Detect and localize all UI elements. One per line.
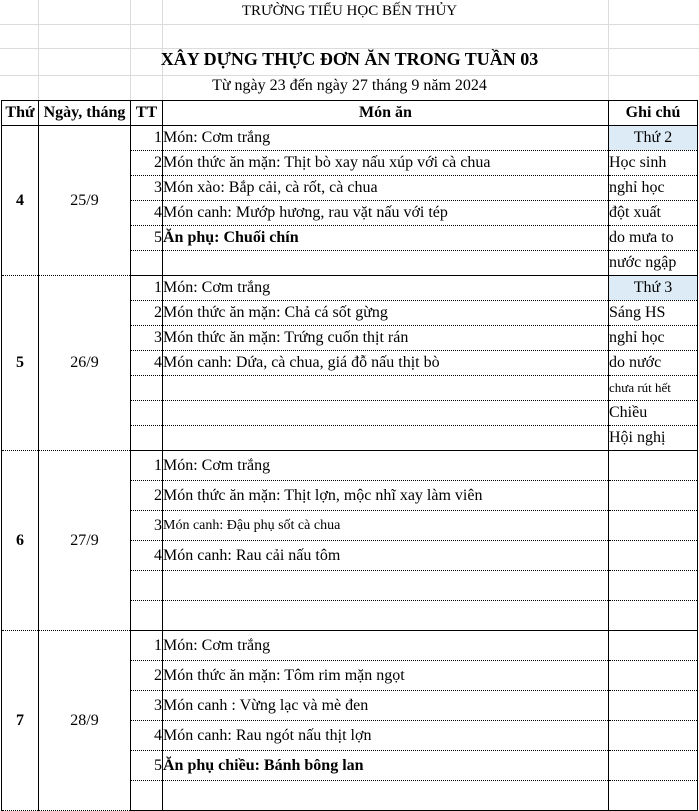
order-cell: 2 [131,301,163,326]
order-cell: 2 [131,151,163,176]
order-cell: 1 [131,631,163,661]
column-header-tt: TT [131,101,163,126]
order-cell: 4 [131,721,163,751]
order-cell: 3 [131,691,163,721]
dish-cell: Món canh : Vừng lạc và mè đen [163,691,609,721]
dish-cell [163,601,609,631]
note-cell [609,451,698,481]
day-cell: 5 [2,276,39,451]
order-cell: 5 [131,751,163,781]
order-cell [131,426,163,451]
note-cell: Hội nghị [609,426,698,451]
order-cell: 2 [131,661,163,691]
date-cell: 28/9 [39,631,131,811]
note-cell [609,751,698,781]
table-row [2,126,698,151]
order-cell: 2 [131,481,163,511]
order-cell [131,781,163,811]
dish-cell: Món canh: Dứa, cà chua, giá đỗ nấu thịt bò [163,351,609,376]
dish-cell [163,426,609,451]
school-name: TRƯỜNG TIỂU HỌC BẾN THỦY [241,3,458,19]
column-header-ngay: Ngày, tháng [39,101,131,126]
note-cell: nghỉ học [609,326,698,351]
note-cell [609,721,698,751]
note-cell [609,571,698,601]
order-cell [131,251,163,276]
dish-cell [163,401,609,426]
dish-cell [163,251,609,276]
dish-cell: Món canh: Rau cải nấu tôm [163,541,609,571]
table-row [2,276,698,301]
gridline [0,75,699,76]
order-cell: 1 [131,126,163,151]
date-cell: 26/9 [39,276,131,451]
column-header-ghi: Ghi chú [609,101,698,126]
dish-cell: Món: Cơm trắng [163,631,609,661]
menu-body [2,126,698,811]
order-cell: 5 [131,226,163,251]
date-cell: 27/9 [39,451,131,631]
note-cell [609,511,698,541]
page-title: XÂY DỰNG THỰC ĐƠN ĂN TRONG TUẦN 03 [160,49,539,69]
dish-cell: Ăn phụ: Chuối chín [163,226,609,251]
order-cell: 3 [131,176,163,201]
order-cell [131,376,163,401]
order-cell: 4 [131,541,163,571]
note-cell: nước ngập [609,251,698,276]
note-cell [609,661,698,691]
note-cell: do mưa to [609,226,698,251]
order-cell: 1 [131,451,163,481]
order-cell [131,401,163,426]
note-cell [609,481,698,511]
note-cell: nghỉ học [609,176,698,201]
note-cell: Học sinh [609,151,698,176]
dish-cell: Ăn phụ chiều: Bánh bông lan [163,751,609,781]
dish-cell: Món: Cơm trắng [163,276,609,301]
day-cell: 6 [2,451,39,631]
order-cell [131,571,163,601]
note-cell: Sáng HS [609,301,698,326]
dish-cell [163,781,609,811]
dish-cell: Món canh: Đậu phụ sốt cà chua [163,511,609,541]
dish-cell: Món thức ăn mặn: Chả cá sốt gừng [163,301,609,326]
dish-cell: Món canh: Rau ngót nấu thịt lợn [163,721,609,751]
column-header-mon: Món ăn [163,101,609,126]
note-cell: đột xuất [609,201,698,226]
note-cell: do nước [609,351,698,376]
dish-cell: Món: Cơm trắng [163,451,609,481]
note-cell [609,631,698,661]
note-cell: Thứ 3 [609,276,698,301]
note-cell: chưa rút hết [609,376,698,401]
dish-cell [163,571,609,601]
table-row [2,631,698,661]
note-cell [609,691,698,721]
dish-cell: Món thức ăn mặn: Thịt lợn, mộc nhĩ xay làm viên [163,481,609,511]
date-cell: 25/9 [39,126,131,276]
date-range: Từ ngày 23 đến ngày 27 tháng 9 năm 2024 [212,77,487,94]
note-cell: Thứ 2 [609,126,698,151]
order-cell [131,601,163,631]
dish-cell [163,376,609,401]
day-cell: 4 [2,126,39,276]
day-cell: 7 [2,631,39,811]
dish-cell: Món: Cơm trắng [163,126,609,151]
dish-cell: Món canh: Mướp hương, rau vặt nấu với tép [163,201,609,226]
dish-cell: Món thức ăn mặn: Thịt bò xay nấu xúp với cà chua [163,151,609,176]
order-cell: 4 [131,351,163,376]
table-row [2,451,698,481]
menu-table [1,100,698,811]
gridline [0,24,699,25]
note-cell: Chiều [609,401,698,426]
note-cell [609,541,698,571]
order-cell: 3 [131,511,163,541]
dish-cell: Món thức ăn mặn: Tôm rim mặn ngọt [163,661,609,691]
order-cell: 3 [131,326,163,351]
note-cell [609,781,698,811]
note-cell [609,601,698,631]
header-row [2,101,698,126]
dish-cell: Món thức ăn mặn: Trứng cuốn thịt rán [163,326,609,351]
dish-cell: Món xào: Bắp cải, cà rốt, cà chua [163,176,609,201]
order-cell: 1 [131,276,163,301]
order-cell: 4 [131,201,163,226]
column-header-thu: Thứ [2,101,39,126]
